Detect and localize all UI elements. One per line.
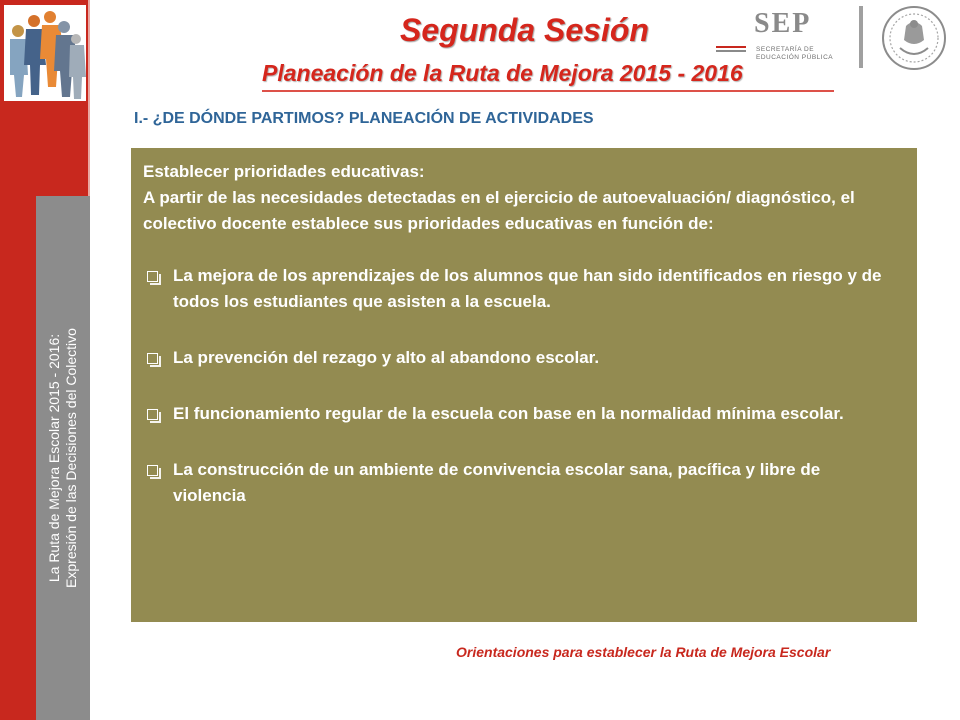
list-item-text: El funcionamiento regular de la escuela con base en la normalidad mínima escolar. bbox=[173, 404, 844, 423]
list-item-text: La mejora de los aprendizajes de los alumnos que han sido identificados en riesgo y de todos los estudiantes que asisten a la escuela. bbox=[173, 266, 882, 311]
sep-gray-stripe bbox=[716, 50, 746, 52]
list-item-text: La prevención del rezago y alto al abandono escolar. bbox=[173, 348, 600, 367]
list-item bbox=[143, 401, 897, 427]
sep-logo bbox=[716, 8, 846, 64]
checkbox-bullet-icon bbox=[147, 409, 158, 420]
list-item bbox=[143, 263, 897, 315]
page-subtitle: Planeación de la Ruta de Mejora 2015 - 2016 bbox=[262, 60, 743, 86]
page-title: Segunda Sesión bbox=[400, 12, 649, 48]
list-item-text: La construcción de un ambiente de convivencia escolar sana, pacífica y libre de violencia bbox=[173, 460, 821, 505]
list-item bbox=[143, 345, 897, 371]
logo-divider bbox=[859, 6, 863, 68]
priorities-panel bbox=[131, 148, 917, 622]
checkbox-bullet-icon bbox=[147, 465, 158, 476]
section-heading: I.- ¿DE DÓNDE PARTIMOS? PLANEACIÓN DE ACTIVIDADES bbox=[134, 110, 594, 127]
national-seal-icon bbox=[878, 4, 950, 72]
side-caption bbox=[46, 198, 80, 718]
side-caption-line2: Expresión de las Decisiones del Colectivo bbox=[63, 328, 79, 588]
footer-note: Orientaciones para establecer la Ruta de Mejora Escolar bbox=[456, 644, 831, 660]
sep-subtitle-line2: EDUCACIÓN PÚBLICA bbox=[756, 53, 834, 61]
checkbox-bullet-icon bbox=[147, 353, 158, 364]
people-logo bbox=[4, 5, 86, 101]
sep-subtitle bbox=[756, 46, 833, 61]
priorities-list bbox=[143, 263, 897, 509]
people-group-icon bbox=[4, 5, 86, 101]
sep-subtitle-line1: SECRETARÍA DE bbox=[756, 46, 815, 53]
checkbox-bullet-icon bbox=[147, 271, 158, 282]
subtitle-underline bbox=[262, 90, 834, 92]
side-caption-line1: La Ruta de Mejora Escolar 2015 - 2016: bbox=[46, 333, 62, 583]
intro-text: A partir de las necesidades detectadas en el ejercicio de autoevaluación/ diagnóstico, el colectivo docente establece sus prioridades educativas en función de: bbox=[143, 188, 855, 233]
list-item bbox=[143, 457, 897, 509]
intro-title: Establecer prioridades educativas: bbox=[143, 162, 425, 181]
sep-wordmark: SEP bbox=[754, 8, 812, 39]
sep-red-stripe bbox=[716, 46, 746, 48]
